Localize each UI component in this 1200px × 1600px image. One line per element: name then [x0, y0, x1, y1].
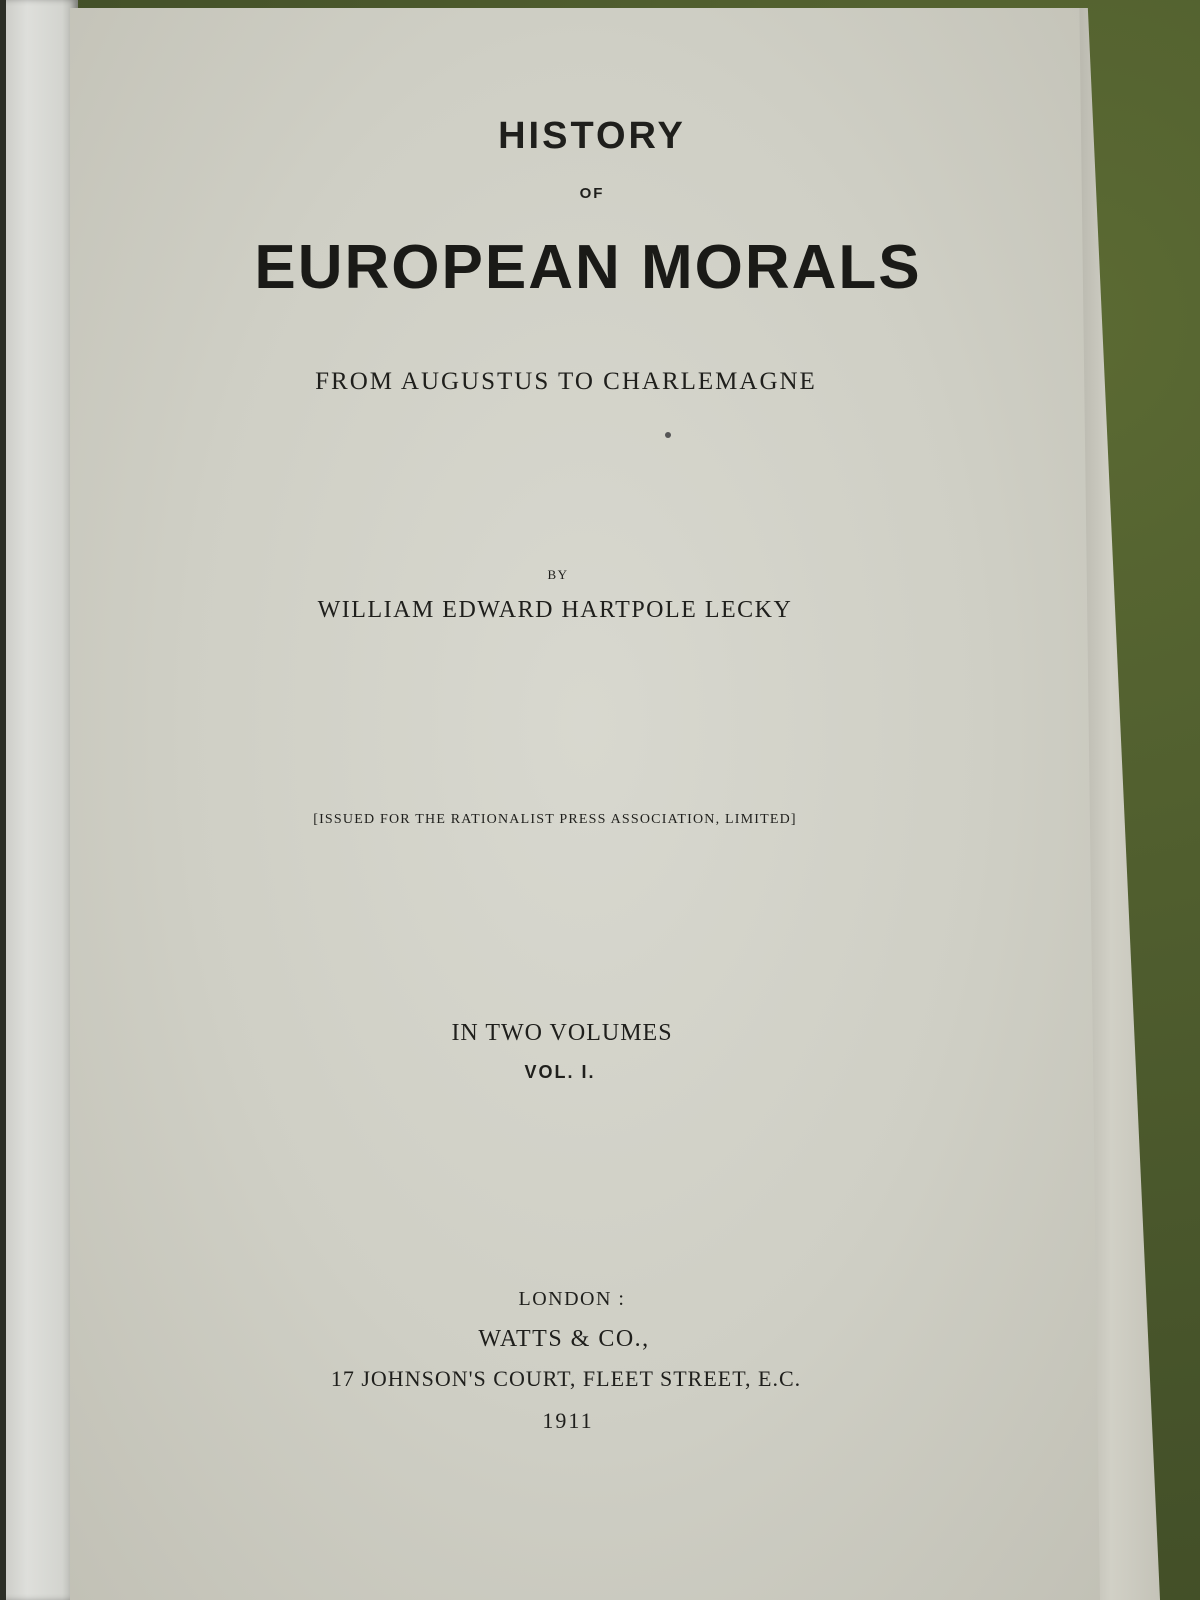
subtitle: FROM AUGUSTUS TO CHARLEMAGNE — [315, 368, 817, 395]
imprint-publisher: WATTS & CO., — [478, 1326, 650, 1352]
imprint-place: LONDON : — [518, 1288, 626, 1310]
issued-note: [ISSUED FOR THE RATIONALIST PRESS ASSOCIATION, LIMITED] — [313, 812, 797, 827]
title-connector-of: OF — [579, 185, 605, 202]
volumes-note: IN TWO VOLUMES — [451, 1020, 673, 1046]
imprint-address: 17 JOHNSON'S COURT, FLEET STREET, E.C. — [330, 1366, 802, 1391]
ink-dot — [665, 432, 671, 438]
title-main: EUROPEAN MORALS — [254, 233, 922, 302]
volume-number: VOL. I. — [524, 1062, 596, 1082]
title-line-history: HISTORY — [498, 115, 686, 157]
by-label: BY — [547, 567, 569, 582]
imprint-year: 1911 — [542, 1408, 594, 1433]
author-name: WILLIAM EDWARD HARTPOLE LECKY — [317, 597, 793, 623]
